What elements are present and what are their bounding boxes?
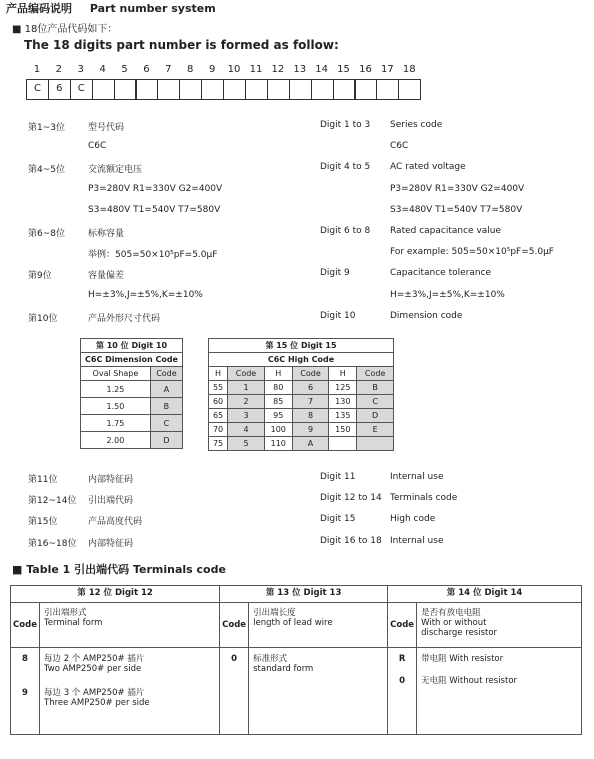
en-description: Internal use (390, 535, 444, 546)
table-cell: 6 (292, 381, 329, 395)
high-header: Code (292, 367, 329, 381)
digit-number: 13 (293, 64, 307, 75)
high-header-row (209, 367, 394, 381)
cn-position: 第15位 (28, 517, 58, 528)
table-row (81, 415, 183, 432)
digit-number: 4 (99, 64, 106, 75)
table-cell: 65 (209, 409, 228, 423)
cn-description: 内部特征码 (88, 475, 134, 485)
high-header: Code (357, 367, 394, 381)
table-cell: 7 (292, 395, 329, 409)
cn-position: 第9位 (28, 271, 52, 282)
table-row (209, 409, 394, 423)
table-cell: A (292, 437, 329, 451)
dim-header: Oval Shape (81, 367, 151, 381)
title-cn: 产品编码说明 (6, 2, 72, 15)
cn-description: 引出端代码 (88, 496, 134, 507)
table-cell: D (150, 432, 182, 449)
desc-value (44, 686, 215, 720)
digit-box (398, 79, 421, 100)
en-description: C6C (390, 141, 409, 152)
subhead-line: 引出端形式 (44, 608, 87, 618)
digit-box (157, 79, 180, 100)
code-value: R (398, 654, 406, 664)
digit-box (179, 79, 202, 100)
digit-box (355, 79, 378, 100)
dim-subtitle-row (81, 353, 183, 367)
cn-description: 产品外形尺寸代码 (88, 313, 161, 324)
high-subtitle-row (209, 353, 394, 367)
digit-number: 18 (402, 64, 416, 75)
cn-position: 第4~5位 (28, 165, 65, 176)
desc-cell (417, 648, 582, 735)
desc-value: 无电阻 Without resistor (421, 676, 518, 686)
cn-description: 举例：505=50×10⁵pF=5.0μF (88, 250, 218, 261)
table-cell: 8 (292, 409, 329, 423)
cn-description: P3=280V R1=330V G2=400V (88, 183, 223, 194)
en-position: Digit 1 to 3 (320, 120, 371, 130)
table-cell: 55 (209, 381, 228, 395)
dim-title: 第 10 位 Digit 10 (81, 339, 183, 353)
t1-subhead-row (11, 603, 582, 648)
digit-number: 15 (337, 64, 350, 75)
high-header: H (329, 367, 357, 381)
table-cell: 95 (264, 409, 292, 423)
desc-en: Two AMP250# per side (44, 664, 142, 674)
table-cell: 3 (228, 409, 265, 423)
cn-description: S3=480V T1=540V T7=580V (88, 204, 221, 215)
high-code-table (208, 338, 394, 451)
en-description: P3=280V R1=330V G2=400V (390, 183, 525, 194)
digit-box (136, 79, 159, 100)
en-description: For example: 505=50×10⁵pF=5.0μF (390, 247, 554, 258)
table-cell: 5 (228, 437, 265, 451)
table-cell (357, 437, 394, 451)
t1-head: 第 12 位 Digit 12 (11, 586, 220, 603)
high-title: 第 15 位 Digit 15 (209, 339, 394, 353)
digit-box (376, 79, 399, 100)
digit-number: 1 (33, 64, 41, 75)
digit-box (245, 79, 268, 100)
table-cell: 60 (209, 395, 228, 409)
table-cell: 9 (292, 423, 329, 437)
table-cell: 100 (264, 423, 292, 437)
en-position: Digit 6 to 8 (320, 226, 371, 236)
digit-number: 9 (208, 64, 216, 75)
digit-number: 5 (121, 64, 128, 75)
digit-box (289, 79, 312, 100)
digit-number: 2 (55, 64, 63, 75)
t1-head: 第 14 位 Digit 14 (388, 586, 582, 603)
code-value: 9 (22, 688, 28, 698)
desc-value: 带电阻 With resistor (421, 654, 504, 664)
t1-subhead (40, 603, 220, 648)
cn-description: 产品高度代码 (88, 517, 143, 528)
table-cell: 2.00 (81, 432, 151, 449)
table-cell: 125 (329, 381, 357, 395)
en-position: Digit 10 (320, 310, 356, 321)
en-position: Digit 15 (320, 514, 356, 525)
en-position: Digit 9 (320, 268, 350, 279)
high-title-row (209, 339, 394, 353)
code-label: Code (11, 603, 40, 648)
digit-number: 6 (143, 64, 150, 75)
table-cell: 70 (209, 423, 228, 437)
table-cell: 130 (329, 395, 357, 409)
subhead-line: 引出端长度 (253, 608, 296, 618)
high-header: H (209, 367, 228, 381)
digit-number: 17 (380, 64, 394, 75)
cn-description: C6C (88, 141, 107, 152)
section1-cn: 18位产品代码如下： (24, 24, 118, 35)
table-cell: 4 (228, 423, 265, 437)
digit-number: 10 (227, 64, 241, 75)
dim-title-row (81, 339, 183, 353)
table-cell: C (150, 415, 182, 432)
table-row (209, 423, 394, 437)
desc-value (44, 652, 215, 686)
table-cell: D (357, 409, 394, 423)
code-value: 8 (22, 654, 28, 664)
dim-header: Code (150, 367, 182, 381)
digit-number: 8 (187, 64, 194, 75)
table-cell: 75 (209, 437, 228, 451)
table-row (209, 381, 394, 395)
table-row (81, 398, 183, 415)
table-row (209, 395, 394, 409)
desc-en: standard form (253, 664, 314, 674)
table-cell: B (357, 381, 394, 395)
subhead-line: length of lead wire (253, 618, 333, 628)
table-cell: 80 (264, 381, 292, 395)
en-description: High code (390, 514, 436, 525)
dimension-code-table (80, 338, 183, 449)
digit-box (92, 79, 115, 100)
table-cell: 2 (228, 395, 265, 409)
page-title (6, 0, 216, 16)
table-cell: 85 (264, 395, 292, 409)
table-cell (329, 437, 357, 451)
cn-description: 容量偏差 (88, 271, 125, 282)
dim-header-row (81, 367, 183, 381)
table-row (81, 432, 183, 449)
desc-en: Three AMP250# per side (44, 698, 150, 708)
code-value: 0 (231, 654, 238, 664)
high-subtitle: C6C High Code (209, 353, 394, 367)
digit-number: 7 (165, 64, 172, 75)
digit-box (223, 79, 246, 100)
table-cell: C (357, 395, 394, 409)
digit-box (114, 79, 137, 100)
high-header: Code (228, 367, 265, 381)
dim-subtitle: C6C Dimension Code (81, 353, 183, 367)
en-description: Capacitance tolerance (390, 268, 492, 279)
table-cell: A (150, 381, 182, 398)
desc-cn: 标准形式 (253, 654, 288, 664)
cn-description: 标称容量 (88, 229, 125, 239)
cn-description: 内部特征码 (88, 538, 134, 549)
section1-en: The 18 digits part number is formed as follow: (24, 38, 339, 52)
table-cell: 1.75 (81, 415, 151, 432)
title-en: Part number system (89, 2, 216, 15)
subhead-line: discharge resistor (421, 628, 498, 638)
en-description: Series code (390, 120, 443, 130)
code-cell (11, 648, 40, 735)
desc-cn: 每边 2 个 AMP250# 插片 (44, 654, 145, 664)
terminals-code-table (10, 585, 582, 735)
code-label: Code (388, 603, 417, 648)
subhead-line: With or without (421, 618, 487, 628)
high-header: H (264, 367, 292, 381)
subhead-line: Terminal form (44, 618, 103, 628)
table-cell: 150 (329, 423, 357, 437)
t1-body-row (11, 648, 582, 735)
en-position: Digit 4 to 5 (320, 162, 371, 173)
digit-number: 11 (249, 64, 263, 75)
desc-cell (40, 648, 220, 735)
en-description: Dimension code (390, 310, 463, 321)
code-label: Code (220, 603, 249, 648)
t1-subhead (249, 603, 388, 648)
table-row (81, 381, 183, 398)
desc-cn: 每边 3 个 AMP250# 插片 (44, 688, 145, 698)
digit-number: 3 (77, 64, 84, 75)
digit-box (311, 79, 334, 100)
en-position: Digit 16 to 18 (320, 535, 382, 546)
table-cell: 135 (329, 409, 357, 423)
digit-number: 16 (359, 64, 372, 75)
digit-number: 12 (271, 64, 285, 75)
table-row (209, 437, 394, 451)
digit-box (333, 79, 356, 100)
t1-head-row (11, 586, 582, 603)
en-description: Internal use (390, 472, 444, 482)
digit-box: C (26, 79, 49, 100)
digit-box (267, 79, 290, 100)
digit-box (201, 79, 224, 100)
cn-position: 第10位 (28, 313, 58, 324)
table-cell: B (150, 398, 182, 415)
cn-description: H=±3%,J=±5%,K=±10% (88, 289, 203, 300)
table-cell: E (357, 423, 394, 437)
en-description: Terminals code (390, 493, 458, 504)
cn-position: 第11位 (28, 475, 58, 485)
desc-cell (249, 648, 388, 735)
en-description: AC rated voltage (390, 162, 466, 173)
cn-description: 交流额定电压 (88, 165, 143, 176)
subhead-line: 是否有放电电阻 (421, 608, 481, 618)
cn-position: 第12~14位 (28, 496, 77, 507)
digit-box: 6 (48, 79, 71, 100)
table1-title: ■ Table 1 引出端代码 Terminals code (12, 563, 226, 576)
digit-number: 14 (315, 64, 328, 75)
cn-position: 第16~18位 (28, 538, 77, 549)
table-cell: 1 (228, 381, 265, 395)
digit-box: C (70, 79, 93, 100)
t1-head: 第 13 位 Digit 13 (220, 586, 388, 603)
code-value: 0 (399, 676, 406, 686)
code-cell (220, 648, 249, 735)
cn-position: 第1~3位 (28, 123, 65, 133)
en-description: Rated capacitance value (390, 226, 502, 236)
table-cell: 1.50 (81, 398, 151, 415)
cn-description: 型号代码 (88, 123, 125, 133)
cn-position: 第6~8位 (28, 229, 65, 239)
section1-line (12, 20, 117, 35)
bullet-icon: ■ (12, 24, 22, 35)
en-position: Digit 11 (320, 472, 356, 482)
code-cell (388, 648, 417, 735)
table-cell: 110 (264, 437, 292, 451)
table-cell: 1.25 (81, 381, 151, 398)
t1-subhead (417, 603, 582, 648)
en-description: S3=480V T1=540V T7=580V (390, 204, 523, 215)
en-description: H=±3%,J=±5%,K=±10% (390, 289, 505, 300)
en-position: Digit 12 to 14 (320, 493, 382, 504)
